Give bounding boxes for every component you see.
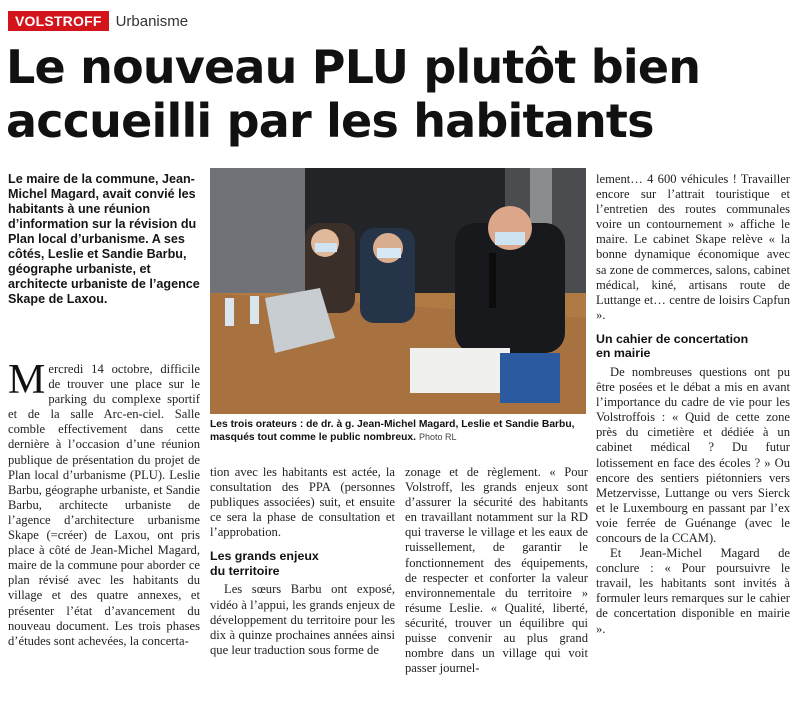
rubric-label: Urbanisme bbox=[115, 12, 189, 30]
column-2-text-b: Les sœurs Barbu ont exposé, vidéo à l’appui, les grands enjeux de développement du territoire pour les dix à quinze prochaines années ainsi que leur traduction sous forme de bbox=[210, 582, 395, 657]
headline bbox=[6, 40, 796, 148]
column-4-text-b: De nombreuses questions ont pu être posées et le débat a mis en avant l’importance du cadre de vie pour les Volstroffois : « Quid de cette zone près du cimetière et dédiée à un cabinet médical ? Du futur lotissement en face des écoles ? » Ou encore des sentiers piétonniers vers Metzervisse, Luttange ou vers Sierck et le Luxembourg en passant par l’ex voie ferrée de Guénange (avec le concours de la CCAM). bbox=[596, 364, 790, 545]
meeting-photo-illustration bbox=[210, 168, 586, 414]
subhead-cahier-concertation bbox=[596, 332, 790, 361]
article-column-3 bbox=[405, 465, 588, 676]
photo-credit: Photo RL bbox=[418, 432, 457, 442]
column-4-text-c: Et Jean-Michel Magard de conclure : « Pour poursuivre le travail, les habitants sont invités à formuler leurs remarques sur le cahier de concertation disponible en mairie ». bbox=[596, 546, 790, 636]
drop-cap: M bbox=[8, 357, 46, 403]
lead-paragraph: Le maire de la commune, Jean-Michel Magard, avait convié les habitants à une réunion d’information sur la révision du Plan local d’urbanisme. A ses côtés, Leslie et Sandie Barbu, géographe urbaniste, et architecte urbaniste de l’agence Skape de Laxou. bbox=[8, 172, 200, 306]
headline-line-1: Le nouveau PLU plutôt bien bbox=[6, 40, 701, 94]
article-column-1 bbox=[8, 357, 200, 649]
article-column-2 bbox=[210, 465, 395, 658]
location-tag: VOLSTROFF bbox=[8, 11, 109, 31]
article-column-4 bbox=[596, 172, 790, 637]
meeting-photo bbox=[210, 168, 586, 414]
headline-line-2: accueilli par les habitants bbox=[6, 94, 654, 148]
subhead-1-line-2: du territoire bbox=[210, 563, 280, 578]
subhead-1-line-1: Les grands enjeux bbox=[210, 549, 319, 564]
column-1-text: ercredi 14 octobre, difficile de trouver une place sur le parking du complexe sportif et de la salle Arc-en-ciel. Salle comble effectivement dans cette dernière à l’occasion d’une réunion publique de présentation du projet de Plan local d’urbanisme (PLU). Leslie Barbu, géographe urbaniste, et Sandie Barbu, architecte urbaniste de l’agence d’architecture urbanisme Skape (=créer) de Laxou, ont pris place à côté de Jean-Michel Magard, maire de la commune pour aborder ce plan révisé avec les habitants du village et des quatre annexes, et présenter l’état d’avancement du nouveau document. Les trois phases d’études sont achevées, la concerta- bbox=[8, 362, 200, 648]
subhead-grands-enjeux bbox=[210, 549, 395, 578]
column-3-text: zonage et de règlement. « Pour Volstroff, les grands enjeux sont d’assurer la sécurité des habitants en travaillant notamment sur la RD qui traverse le village et les eaux de ruissellement, de garantir le fonctionnement des équipements, de respecter et conforter la valeur environnementale du territoire » résume Leslie. « Qualité, liberté, sécurité, trouver un équilibre qui puisse convenir au plus grand nombre dans un village qui voit passer journel- bbox=[405, 465, 588, 676]
subhead-2-line-1: Un cahier de concertation bbox=[596, 331, 749, 346]
kicker bbox=[8, 11, 188, 31]
photo-caption bbox=[210, 418, 590, 444]
column-4-text-a: lement… 4 600 véhicules ! Travailler encore sur l’attrait touristique et l’entretien des routes communales voire un contournement » affiche le maire. Le cabinet Skape relève « la bonne dynamique économique avec sa zone de commerces, salons, cabinet médical, kiné, artisans route de Luttange et… centre de loisirs Capfun ». bbox=[596, 172, 790, 322]
caption-text: Les trois orateurs : de dr. à g. Jean-Michel Magard, Leslie et Sandie Barbu, masqués tout comme le public nombreux. bbox=[210, 419, 575, 443]
column-2-text-a: tion avec les habitants est actée, la consultation des PPA (personnes publiques associées) suit, et ensuite ce sera la phase de consultation et l’approbation. bbox=[210, 465, 395, 540]
subhead-2-line-2: en mairie bbox=[596, 346, 651, 361]
